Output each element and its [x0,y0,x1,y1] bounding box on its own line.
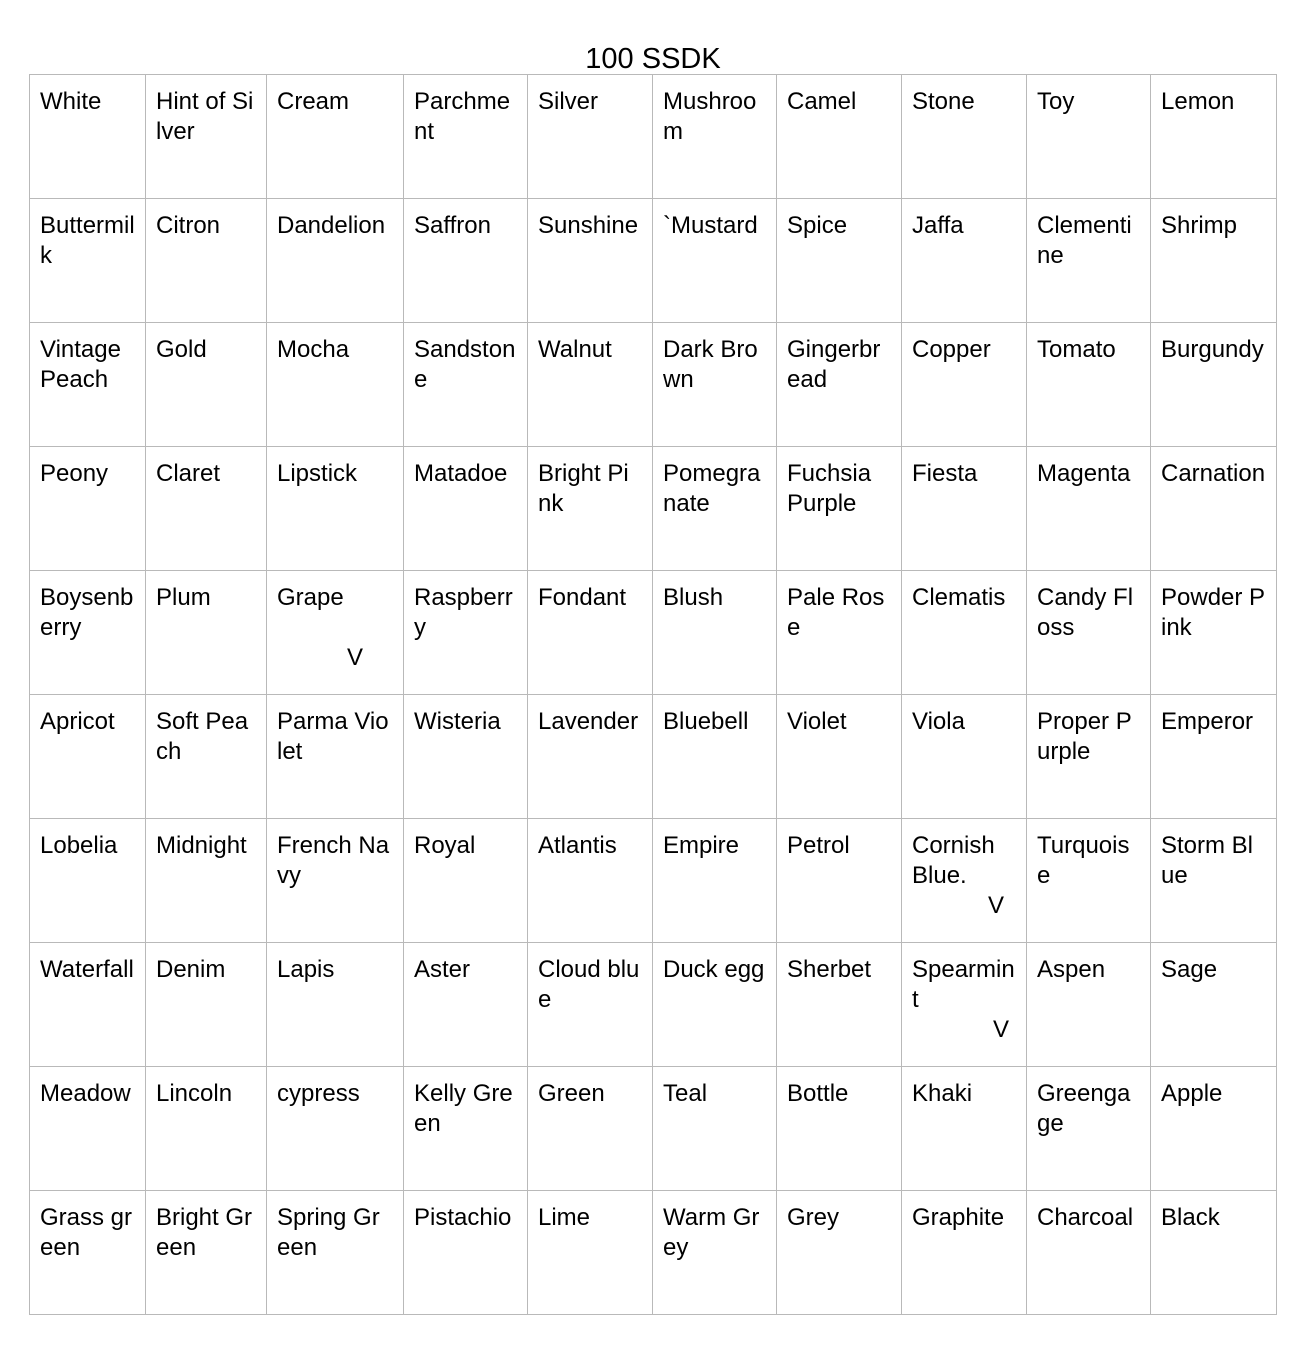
table-cell [528,199,653,323]
table-cell [902,323,1027,447]
color-name-label: Sandstone [414,336,516,393]
table-cell [1151,571,1277,695]
table-cell [902,1067,1027,1191]
table-row [30,1067,1277,1191]
table-cell [777,1191,902,1315]
table-cell [528,695,653,819]
color-name-label: Walnut [538,336,612,363]
color-name-label: Dark Brown [663,336,758,393]
color-name-label: Sage [1161,956,1218,983]
table-cell [1151,75,1277,199]
table-cell [528,571,653,695]
color-name-label: French Navy [277,832,390,889]
color-name-label: Warm Grey [663,1204,760,1261]
color-name-label: Claret [156,460,221,487]
color-name-label: Bluebell [663,708,749,735]
table-cell [267,1067,404,1191]
color-name-label: Duck egg [663,956,765,983]
color-name-label: Black [1161,1204,1220,1231]
color-name-label: Empire [663,832,740,859]
table-cell [902,695,1027,819]
color-name-label: Jaffa [912,212,964,239]
color-name-label: Saffron [414,212,491,239]
table-cell [404,199,528,323]
color-name-label: Dandelion [277,212,386,239]
table-cell [30,447,146,571]
table-cell [777,323,902,447]
color-name-label: Parchment [414,88,511,145]
table-row [30,1191,1277,1315]
color-name-label: Tomato [1037,336,1116,363]
color-name-label: Carnation [1161,460,1266,487]
color-name-label: Lincoln [156,1080,233,1107]
color-name-label: Burgundy [1161,336,1264,363]
color-name-label: Candy Floss [1037,584,1134,641]
color-name-label: Khaki [912,1080,973,1107]
color-name-label: Green [538,1080,605,1107]
color-name-label: Aspen [1037,956,1106,983]
table-cell [653,1067,777,1191]
table-cell [267,943,404,1067]
color-name-label: Kelly Green [414,1080,513,1137]
color-name-label: Bottle [787,1080,849,1107]
table-cell [404,1191,528,1315]
color-name-label: Cloud blue [538,956,640,1013]
color-name-label: Blush [663,584,724,611]
table-cell [404,943,528,1067]
table-cell [267,199,404,323]
color-name-label: Petrol [787,832,850,859]
table-cell [777,199,902,323]
color-name-label: Powder Pink [1161,584,1266,641]
table-cell [30,1191,146,1315]
color-name-label: Soft Peach [156,708,249,765]
color-name-label: Buttermilk [40,212,135,269]
table-cell [404,75,528,199]
color-name-label: Sherbet [787,956,872,983]
table-cell [1151,1191,1277,1315]
color-name-label: Denim [156,956,226,983]
color-name-label: Mushroom [663,88,757,145]
color-name-label: Grass green [40,1204,133,1261]
color-name-label: Fondant [538,584,627,611]
table-cell [902,447,1027,571]
table-cell [404,323,528,447]
table-cell [777,943,902,1067]
color-name-label: Fiesta [912,460,978,487]
color-name-label: `Mustard [663,212,758,239]
color-name-label: Storm Blue [1161,832,1254,889]
color-name-label: Gingerbread [787,336,881,393]
color-name-label: cypress [277,1080,360,1107]
color-name-label: Bright Green [156,1204,253,1261]
table-cell [653,323,777,447]
check-mark: V [988,892,1005,919]
color-name-label: Meadow [40,1080,131,1107]
table-cell [777,571,902,695]
color-name-label: Emperor [1161,708,1254,735]
table-cell [146,1191,267,1315]
table-cell [1151,1067,1277,1191]
table-cell [1151,819,1277,943]
table-cell [404,695,528,819]
table-cell [528,819,653,943]
table-cell [146,323,267,447]
table-cell [267,447,404,571]
color-name-label: Clematis [912,584,1006,611]
table-cell [902,199,1027,323]
table-cell [1151,199,1277,323]
table-cell [30,1067,146,1191]
color-name-label: Royal [414,832,476,859]
table-row [30,819,1277,943]
table-cell [1027,1067,1151,1191]
table-cell [777,1067,902,1191]
table-cell [267,819,404,943]
table-cell [1027,819,1151,943]
table-cell [267,323,404,447]
color-name-label: Turquoise [1037,832,1130,889]
color-grid-table [29,74,1277,1315]
color-name-label: Stone [912,88,975,115]
table-cell [1027,323,1151,447]
table-cell [1027,199,1151,323]
table-cell [404,447,528,571]
color-name-label: Cream [277,88,350,115]
color-name-label: White [40,88,102,115]
color-name-label: Sunshine [538,212,639,239]
color-name-label: Atlantis [538,832,617,859]
table-cell [267,571,404,695]
table-cell [146,1067,267,1191]
color-name-label: Spice [787,212,848,239]
table-cell [146,571,267,695]
color-name-label: Lemon [1161,88,1235,115]
table-cell [902,75,1027,199]
table-cell [528,1191,653,1315]
color-name-label: Lapis [277,956,335,983]
color-name-label: Cornish Blue. [912,832,995,889]
color-name-label: Pale Rose [787,584,885,641]
table-cell [1027,695,1151,819]
color-name-label: Charcoal [1037,1204,1134,1231]
color-name-label: Toy [1037,88,1075,115]
color-name-label: Teal [663,1080,708,1107]
table-cell [1027,943,1151,1067]
table-cell [528,1067,653,1191]
color-name-label: Aster [414,956,471,983]
color-name-label: Viola [912,708,965,735]
check-mark: V [993,1016,1010,1043]
color-name-label: Camel [787,88,857,115]
table-cell [777,695,902,819]
check-mark: V [347,644,364,671]
table-cell [902,943,1027,1067]
table-cell [1027,571,1151,695]
table-cell [1151,323,1277,447]
table-cell [528,447,653,571]
table-cell [1027,1191,1151,1315]
color-name-label: Gold [156,336,207,363]
table-cell [30,571,146,695]
color-name-label: Lavender [538,708,639,735]
color-name-label: Parma Violet [277,708,389,765]
table-cell [1151,447,1277,571]
table-cell [146,819,267,943]
table-cell [146,199,267,323]
table-cell [528,75,653,199]
color-name-label: Mocha [277,336,350,363]
table-cell [528,943,653,1067]
color-name-label: Apricot [40,708,115,735]
color-name-label: Violet [787,708,847,735]
color-name-label: Pomegranate [663,460,761,517]
color-name-label: Peony [40,460,109,487]
table-cell [146,447,267,571]
color-name-label: Bright Pink [538,460,629,517]
table-cell [30,695,146,819]
document-title: 100 SSDK [585,43,721,76]
table-cell [30,943,146,1067]
color-name-label: Clementine [1037,212,1132,269]
table-cell [404,819,528,943]
table-cell [653,943,777,1067]
color-name-label: Apple [1161,1080,1223,1107]
table-cell [30,323,146,447]
color-name-label: Proper Purple [1037,708,1132,765]
table-cell [653,571,777,695]
table-row [30,571,1277,695]
color-name-label: Silver [538,88,599,115]
color-name-label: Matadoe [414,460,508,487]
table-cell [777,75,902,199]
table-cell [902,819,1027,943]
table-cell [30,819,146,943]
table-cell [404,571,528,695]
color-name-label: Wisteria [414,708,501,735]
color-name-label: Greengage [1037,1080,1131,1137]
table-row [30,199,1277,323]
color-name-label: Citron [156,212,221,239]
table-row [30,75,1277,199]
table-cell [653,695,777,819]
color-name-label: Pistachio [414,1204,512,1231]
table-cell [653,447,777,571]
color-name-label: Grape [277,584,344,611]
color-name-label: Magenta [1037,460,1131,487]
color-name-label: Spring Green [277,1204,380,1261]
color-grid-body [30,75,1277,1315]
table-row [30,943,1277,1067]
table-cell [1027,75,1151,199]
table-cell [653,75,777,199]
color-name-label: Hint of Silver [156,88,254,145]
table-cell [902,1191,1027,1315]
table-cell [146,75,267,199]
color-name-label: Graphite [912,1204,1005,1231]
table-cell [146,943,267,1067]
table-cell [1151,943,1277,1067]
table-row [30,695,1277,819]
color-name-label: Shrimp [1161,212,1238,239]
table-row [30,447,1277,571]
table-cell [902,571,1027,695]
table-cell [528,323,653,447]
table-cell [267,1191,404,1315]
table-cell [404,1067,528,1191]
color-name-label: Lobelia [40,832,118,859]
table-cell [30,199,146,323]
table-cell [777,447,902,571]
table-cell [653,1191,777,1315]
color-name-label: Copper [912,336,991,363]
color-name-label: Lime [538,1204,591,1231]
color-name-label: Boysenberry [40,584,134,641]
color-name-label: Vintage Peach [40,336,121,393]
table-row [30,323,1277,447]
table-cell [146,695,267,819]
color-name-label: Fuchsia Purple [787,460,872,517]
table-cell [267,75,404,199]
table-cell [1027,447,1151,571]
table-cell [1151,695,1277,819]
table-cell [653,819,777,943]
table-cell [30,75,146,199]
color-name-label: Raspberry [414,584,513,641]
color-name-label: Lipstick [277,460,358,487]
color-name-label: Plum [156,584,211,611]
color-name-label: Waterfall [40,956,134,983]
table-cell [653,199,777,323]
color-name-label: Midnight [156,832,247,859]
color-name-label: Spearmint [912,956,1015,1013]
color-name-label: Grey [787,1204,840,1231]
table-cell [267,695,404,819]
table-cell [777,819,902,943]
